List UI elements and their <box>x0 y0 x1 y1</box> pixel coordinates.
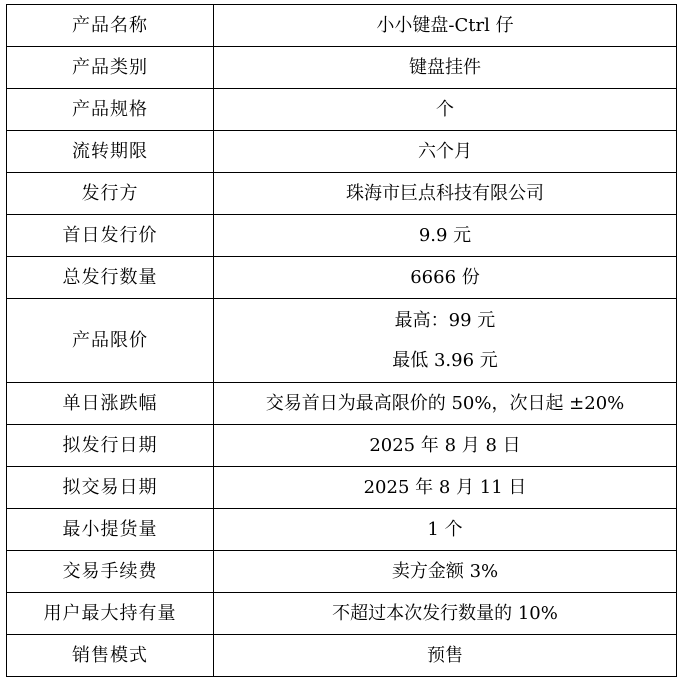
row-value-min-pickup: 1 个 <box>214 509 677 551</box>
table-row <box>7 383 677 425</box>
table-row <box>7 299 677 383</box>
row-label-product-category: 产品类别 <box>7 47 214 89</box>
row-label-price-limit: 产品限价 <box>7 299 214 383</box>
row-label-trade-date: 拟交易日期 <box>7 467 214 509</box>
table-row <box>7 509 677 551</box>
price-limit-max: 最高：99 元 <box>394 309 496 331</box>
table-row <box>7 551 677 593</box>
table-row <box>7 131 677 173</box>
price-limit-min: 最低 3.96 元 <box>392 349 498 371</box>
table-row <box>7 635 677 677</box>
row-label-sales-mode: 销售模式 <box>7 635 214 677</box>
row-label-max-holding: 用户最大持有量 <box>7 593 214 635</box>
table-row <box>7 257 677 299</box>
row-label-circulation-period: 流转期限 <box>7 131 214 173</box>
row-label-issuer: 发行方 <box>7 173 214 215</box>
row-value-circulation-period: 六个月 <box>214 131 677 173</box>
table-row <box>7 593 677 635</box>
row-label-issue-date: 拟发行日期 <box>7 425 214 467</box>
table-row <box>7 47 677 89</box>
table-row <box>7 425 677 467</box>
row-value-issuer: 珠海市巨点科技有限公司 <box>214 173 677 215</box>
row-value-issue-date: 2025 年 8 月 8 日 <box>214 425 677 467</box>
row-label-daily-limit: 单日涨跌幅 <box>7 383 214 425</box>
row-value-product-spec: 个 <box>214 89 677 131</box>
table-row <box>7 215 677 257</box>
row-value-product-name: 小小键盘-Ctrl 仔 <box>214 5 677 47</box>
row-value-trade-fee: 卖方金额 3% <box>214 551 677 593</box>
product-info-table <box>6 4 677 677</box>
row-label-min-pickup: 最小提货量 <box>7 509 214 551</box>
table-row <box>7 467 677 509</box>
table-row <box>7 173 677 215</box>
row-label-first-day-price: 首日发行价 <box>7 215 214 257</box>
row-label-trade-fee: 交易手续费 <box>7 551 214 593</box>
row-value-total-issuance: 6666 份 <box>214 257 677 299</box>
row-value-daily-limit: 交易首日为最高限价的 50%，次日起 ±20% <box>214 383 677 425</box>
row-value-price-limit <box>214 299 677 383</box>
row-label-product-name: 产品名称 <box>7 5 214 47</box>
row-label-product-spec: 产品规格 <box>7 89 214 131</box>
row-value-max-holding: 不超过本次发行数量的 10% <box>214 593 677 635</box>
row-value-product-category: 键盘挂件 <box>214 47 677 89</box>
table-row <box>7 5 677 47</box>
row-value-sales-mode: 预售 <box>214 635 677 677</box>
row-label-total-issuance: 总发行数量 <box>7 257 214 299</box>
table-row <box>7 89 677 131</box>
row-value-trade-date: 2025 年 8 月 11 日 <box>214 467 677 509</box>
row-value-first-day-price: 9.9 元 <box>214 215 677 257</box>
